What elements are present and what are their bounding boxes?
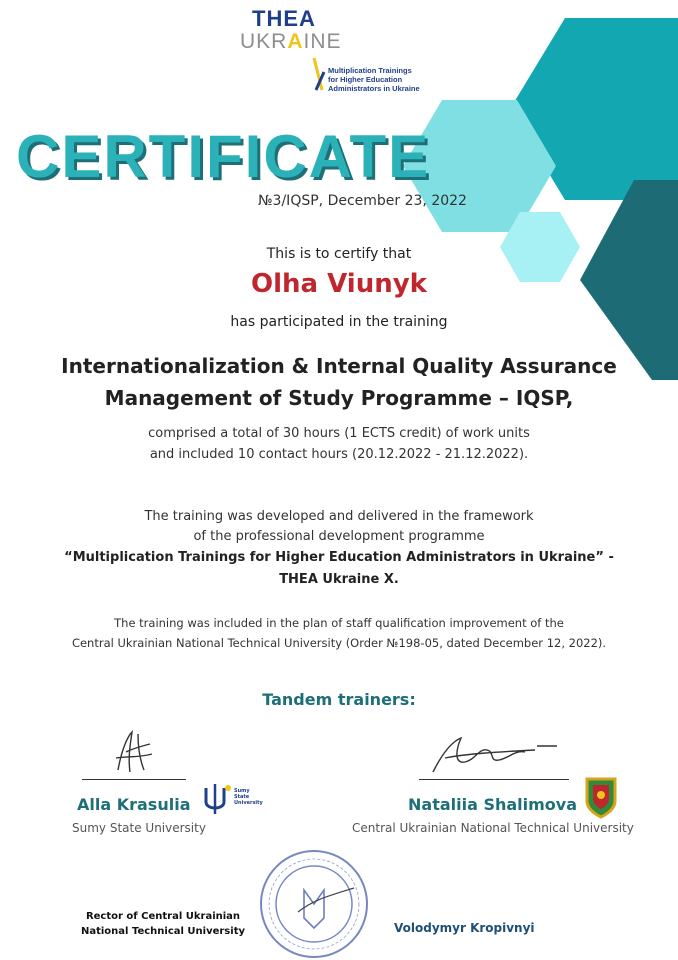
trainer-right-name: Nataliia Shalimova (408, 795, 578, 814)
trainer-left-org: Sumy State University (72, 821, 206, 835)
signature-shalimova (425, 728, 565, 778)
programme-line1: “Multiplication Trainings for Higher Education Administrators in Ukraine” - (64, 550, 614, 565)
sumy-logo-text: Sumy State University (234, 788, 263, 806)
certificate-title: CERTIFICATE (16, 123, 431, 190)
programme-line2: THEA Ukraine X. (279, 572, 399, 587)
logo-subtitle: Multiplication Trainings for Higher Education Administrators in Ukraine (328, 66, 420, 93)
logo-x-mark-icon (312, 56, 326, 92)
rector-name: Volodymyr Kropivnyi (394, 921, 535, 935)
course-title (0, 350, 678, 414)
programme-name (0, 547, 678, 591)
signature-line-right (419, 779, 569, 780)
trainer-left-name: Alla Krasulia (77, 795, 191, 814)
course-title-line2: Management of Study Programme – IQSP, (104, 386, 574, 410)
rector-title: Rector of Central Ukrainian National Technical University (80, 911, 245, 937)
framework-line2: of the professional development programme (193, 529, 485, 544)
university-stamp (258, 848, 370, 960)
hours-line2: and included 10 contact hours (20.12.2022 - 21.12.2022). (149, 447, 529, 462)
inclusion-text (0, 613, 678, 653)
logo-thea: THEA (252, 6, 316, 31)
signature-line-left (82, 779, 186, 780)
certify-text: This is to certify that (266, 246, 412, 262)
inclusion-line2: Central Ukrainian National Technical University (Order №198-05, dated December 12, 2022). (71, 636, 607, 650)
framework-text (0, 507, 678, 547)
framework-line1: The training was developed and delivered in the framework (144, 509, 534, 524)
hours-text (0, 423, 678, 465)
trainer-right-org: Central Ukrainian National Technical University (352, 821, 634, 835)
tandem-trainers-heading: Tandem trainers: (262, 690, 416, 709)
certificate-number: №3/IQSP, December 23, 2022 (258, 193, 467, 209)
cuntu-crest-logo (584, 775, 618, 819)
signature-krasulia (108, 728, 158, 778)
course-title-line1: Internationalization & Internal Quality Assurance (61, 354, 617, 378)
participated-text: has participated in the training (230, 314, 448, 330)
hours-line1: comprised a total of 30 hours (1 ECTS credit) of work units (148, 426, 530, 441)
logo-ukraine: UKRAINE (240, 30, 342, 53)
sumy-university-logo (202, 782, 234, 816)
inclusion-line1: The training was included in the plan of staff qualification improvement of the (114, 616, 564, 630)
recipient-name: Olha Viunyk (251, 269, 427, 299)
